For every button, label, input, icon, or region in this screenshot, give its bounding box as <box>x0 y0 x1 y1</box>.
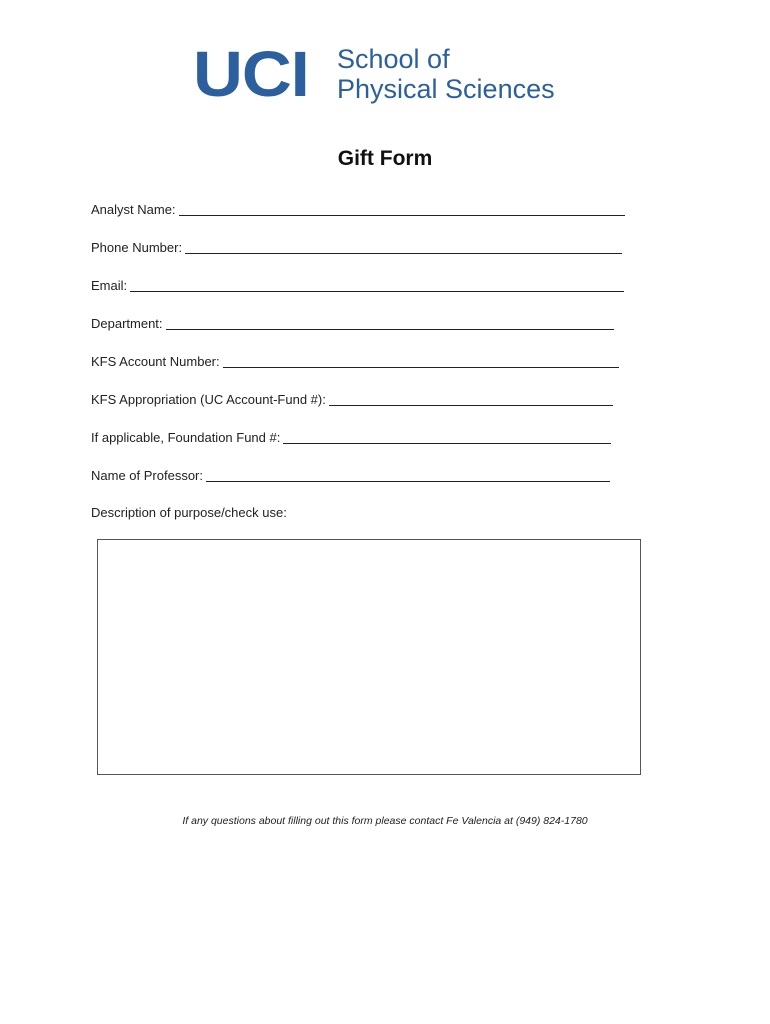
field-analyst-name[interactable] <box>91 201 625 217</box>
field-foundation-fund[interactable] <box>91 429 611 445</box>
field-email[interactable] <box>91 277 624 293</box>
department-input[interactable] <box>166 317 614 330</box>
field-name-of-professor[interactable] <box>91 467 610 483</box>
field-phone-number[interactable] <box>91 239 622 255</box>
phone-number-input[interactable] <box>185 241 622 254</box>
field-label: KFS Account Number: <box>91 354 220 369</box>
field-label: Department: <box>91 316 163 331</box>
form-title: Gift Form <box>337 147 433 170</box>
field-department[interactable] <box>91 315 614 331</box>
field-label: Analyst Name: <box>91 202 176 217</box>
field-label: Name of Professor: <box>91 468 203 483</box>
field-label: Phone Number: <box>91 240 183 255</box>
description-label: Description of purpose/check use: <box>91 505 287 520</box>
logo-line-1: School of <box>337 44 450 74</box>
field-label: KFS Appropriation (UC Account-Fund #): <box>91 392 326 407</box>
field-label: If applicable, Foundation Fund #: <box>91 430 281 445</box>
logo-wordmark <box>337 44 555 104</box>
email-input[interactable] <box>130 279 624 292</box>
analyst-name-input[interactable] <box>179 203 625 216</box>
foundation-fund-input[interactable] <box>283 431 611 444</box>
description-textarea[interactable] <box>97 539 641 775</box>
logo-line-2: Physical Sciences <box>337 74 555 104</box>
field-label: Email: <box>91 278 128 293</box>
field-kfs-account-number[interactable] <box>91 353 619 369</box>
kfs-account-number-input[interactable] <box>223 355 619 368</box>
uci-logo <box>193 38 555 110</box>
logo-mark: UCI <box>193 38 309 110</box>
contact-footer-note: If any questions about filling out this form please contact Fe Valencia at (949) 824-1780 <box>182 815 588 827</box>
field-kfs-appropriation[interactable] <box>91 391 613 407</box>
kfs-appropriation-input[interactable] <box>329 393 613 406</box>
professor-name-input[interactable] <box>206 469 610 482</box>
